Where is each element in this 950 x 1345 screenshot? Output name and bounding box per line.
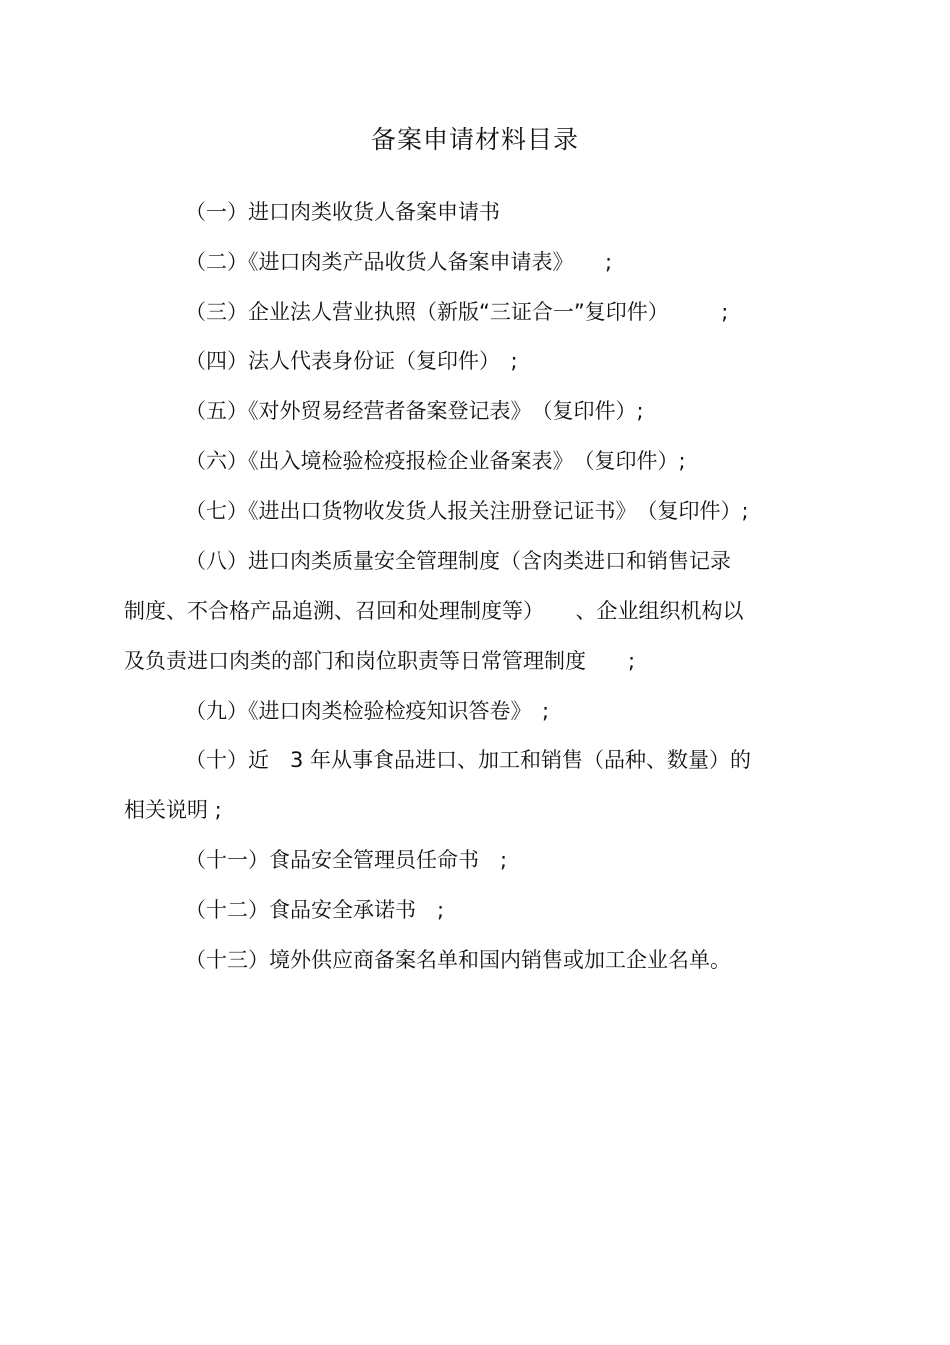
list-item-12: （十二）食品安全承诺书 ; xyxy=(185,898,445,922)
list-item-13: （十三）境外供应商备案名单和国内销售或加工企业名单。 xyxy=(185,948,731,972)
list-item-9: （九）《进口肉类检验检疫知识答卷》 ; xyxy=(185,699,550,723)
list-item-7: （七）《进出口货物收发货人报关注册登记证书》 （复印件）; xyxy=(185,499,749,523)
list-item-3: （三）企业法人营业执照（新版“三证合一”复印件） ; xyxy=(185,300,729,324)
list-item-10-cont: 相关说明 ; xyxy=(124,798,222,822)
list-item-11: （十一）食品安全管理员任命书 ; xyxy=(185,848,508,872)
list-item-5: （五）《对外贸易经营者备案登记表》 （复印件）; xyxy=(185,399,644,423)
list-item-8-cont-1: 制度、不合格产品追溯、召回和处理制度等） 、企业组织机构以 xyxy=(124,599,744,623)
list-item-2: （二）《进口肉类产品收货人备案申请表》 ; xyxy=(185,250,613,274)
list-item-8-cont-2: 及负责进口肉类的部门和岗位职责等日常管理制度 ; xyxy=(124,649,636,673)
list-item-4: （四）法人代表身份证（复印件） ; xyxy=(185,349,518,373)
list-item-8: （八）进口肉类质量安全管理制度（含肉类进口和销售记录 xyxy=(185,549,731,573)
document-title: 备案申请材料目录 xyxy=(370,125,579,154)
list-item-1: （一）进口肉类收货人备案申请书 xyxy=(185,200,500,224)
list-item-10: （十）近 3 年从事食品进口、加工和销售（品种、数量）的 xyxy=(185,748,752,772)
list-item-6: （六）《出入境检验检疫报检企业备案表》 （复印件）; xyxy=(185,449,686,473)
